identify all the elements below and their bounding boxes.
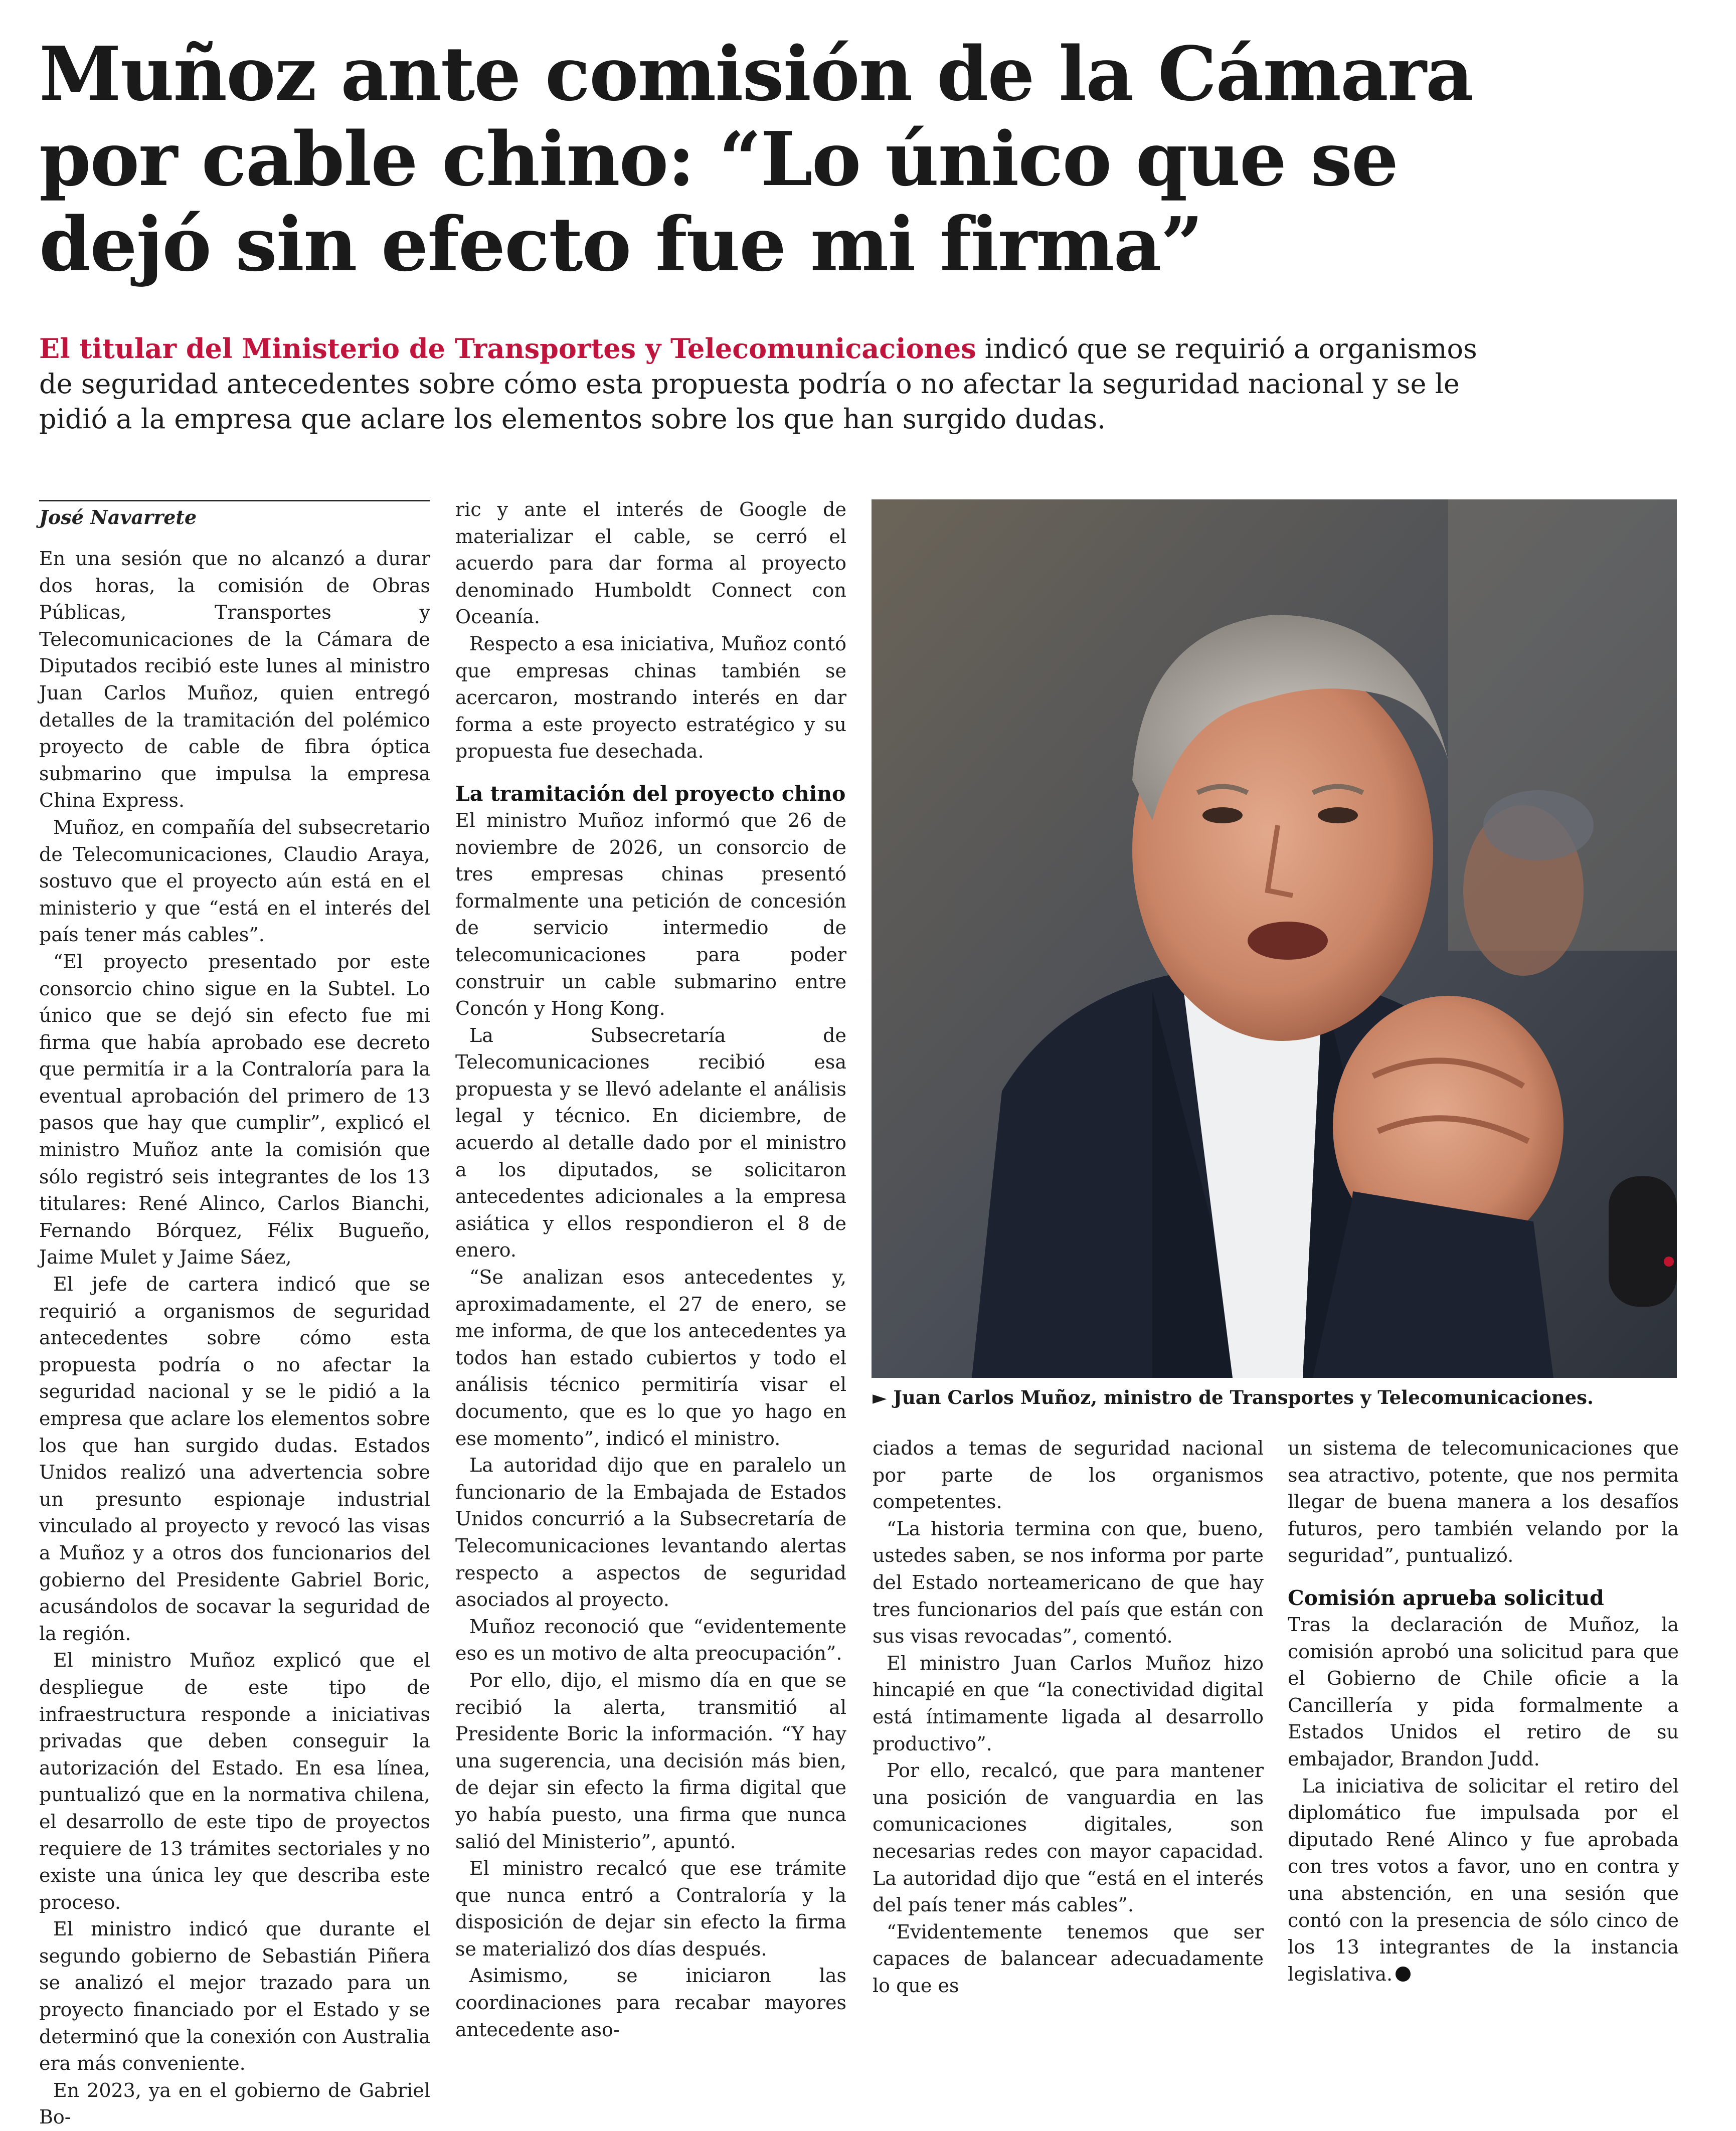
paragraph: Respecto a esa iniciativa, Muñoz contó que empresas chinas también se acercaron, mostrando interés en dar forma a este proyecto estratégico y su propuesta fue desechada. — [455, 632, 846, 763]
paragraph: Tras la declaración de Muñoz, la comisión aprobó una solicitud para que el Gobierno de Chile oficie a la Cancillería y pida formalmente a Estados Unidos el retiro de su embajador, Brandon Judd. — [1288, 1613, 1679, 1770]
paragraph: El ministro Juan Carlos Muñoz hizo hincapié en que “la conectividad digital está íntimamente ligada al desarrollo productivo”. — [873, 1652, 1264, 1755]
paragraph: El ministro indicó que durante el segundo gobierno de Sebastián Piñera se analizó el mejor trazado para un proyecto financiado por el Estado y se determinó que la conexión con Australia era más conveniente. — [39, 1918, 430, 2075]
paragraph: “Se analizan esos antecedentes y, aproximadamente, el 27 de enero, se me informa, de que los antecedentes ya todos han estado cubiertos y todo el análisis técnico permitiría visar el documento, que es lo que yo hago en ese momento”, indicó el ministro. — [455, 1266, 846, 1450]
paragraph — [1288, 1773, 1679, 1988]
paragraph: La autoridad dijo que en paralelo un funcionario de la Embajada de Estados Unidos concurrió a la Subsecretaría de Telecomunicaciones levantando alertas respecto a aspectos de seguridad asociados al proyecto. — [455, 1454, 846, 1611]
headline-line: por cable chino: “Lo único que se — [39, 115, 1398, 203]
end-mark-icon — [1396, 1967, 1411, 1982]
deck-line: de seguridad antecedentes sobre cómo esta propuesta podría o no afectar la seguridad nacional y se le — [39, 368, 1460, 400]
paragraph: El jefe de cartera indicó que se requirió a organismos de seguridad antecedentes sobre cómo esta propuesta podría o no afectar la seguridad nacional y se le pidió a la empresa que aclare los elementos sobre los que han surgido dudas. Estados Unidos realizó una advertencia sobre un presunto espionaje industrial vinculado al proyecto y revocó las visas a Muñoz y a otros dos funcionarios del gobierno del Presidente Gabriel Boric, acusándolos de socavar la seguridad de la región. — [39, 1273, 430, 1645]
subheading: La tramitación del proyecto chino — [455, 781, 846, 806]
paragraph: Muñoz reconoció que “evidentemente eso es un motivo de alta preocupación”. — [455, 1615, 846, 1665]
headline — [39, 31, 1594, 287]
paragraph: En una sesión que no alcanzó a durar dos horas, la comisión de Obras Públicas, Transportes y Telecomunicaciones de la Cámara de Diputados recibió este lunes al ministro Juan Carlos Muñoz, quien entregó detalles de la tramitación del polémico proyecto de cable de fibra óptica submarino que impulsa la empresa China Express. — [39, 548, 430, 812]
deck-line: pidió a la empresa que aclare los elementos sobre los que han surgido dudas. — [39, 403, 1106, 435]
paragraph: Muñoz, en compañía del subsecretario de Telecomunicaciones, Claudio Araya, sostuvo que el proyecto aún está en el ministerio y que “está en el interés del país tener más cables”. — [39, 816, 430, 946]
paragraph: ciados a temas de seguridad nacional por parte de los organismos competentes. — [873, 1437, 1264, 1513]
paragraph: Por ello, recalcó, que para mantener una posición de vanguardia en las comunicaciones digitales, son necesarias redes con mayor capacidad. La autoridad dijo que “está en el interés del país tener más cables”. — [873, 1759, 1264, 1916]
article-column-1 — [39, 546, 430, 2131]
paragraph: ric y ante el interés de Google de materializar el cable, se cerró el acuerdo para dar forma al proyecto denominado Humboldt Connect con Oceanía. — [455, 498, 846, 628]
paragraph: En 2023, ya en el gobierno de Gabriel Bo- — [39, 2079, 430, 2128]
paragraph: “Evidentemente tenemos que ser capaces de balancear adecuadamente lo que es — [873, 1920, 1264, 1997]
paragraph: Por ello, dijo, el mismo día en que se recibió la alerta, transmitió al Presidente Boric la información. “Y hay una sugerencia, una decisión más bien, de dejar sin efecto la firma digital que yo había puesto, una firma que nunca salió del Ministerio”, apuntó. — [455, 1669, 846, 1853]
deck — [39, 331, 1644, 437]
deck-text: indicó que se requirió a organismos — [976, 333, 1477, 365]
subheading: Comisión aprueba solicitud — [1288, 1585, 1604, 1610]
headline-line: dejó sin efecto fue mi firma” — [39, 201, 1202, 288]
paragraph: El ministro Muñoz informó que 26 de noviembre de 2026, un consorcio de tres empresas chinas presentó formalmente una petición de concesión de servicio intermedio de telecomunicaciones para poder construir un cable submarino entre Concón y Hong Kong. — [455, 809, 846, 1020]
headline-line: Muñoz ante comisión de la Cámara — [39, 30, 1473, 117]
photo-illustration — [872, 499, 1677, 1378]
article-column-4 — [1288, 1435, 1679, 1988]
paragraph: La Subsecretaría de Telecomunicaciones recibió esa propuesta y se llevó adelante el análisis legal y técnico. En diciembre, de acuerdo al detalle dado por el ministro a los diputados, se solicitaron antecedentes adicionales a la empresa asiática y ellos respondieron el 8 de enero. — [455, 1024, 846, 1262]
photo-caption: ► Juan Carlos Muñoz, ministro de Transportes y Telecomunicaciones. — [873, 1386, 1594, 1408]
minister-photo — [872, 499, 1677, 1378]
paragraph-text: La iniciativa de solicitar el retiro del diplomático fue impulsada por el diputado René Alinco y fue aprobada con tres votos a favor, uno en contra y una abstención, en una sesión que contó con la presencia de sólo cinco de los 13 integrantes de la instancia legislativa. — [1288, 1774, 1679, 1985]
article-column-3 — [873, 1435, 1264, 1999]
paragraph: El ministro recalcó que ese trámite que nunca entró a Contraloría y la disposición de dejar sin efecto la firma se materializó dos días después. — [455, 1857, 846, 1960]
byline: José Navarrete — [39, 500, 430, 528]
paragraph: “El proyecto presentado por este consorcio chino sigue en la Subtel. Lo único que se dejó sin efecto fue mi firma que había aprobado ese decreto que permitía ir a la Contraloría para la eventual aprobación del primero de 13 pasos que hay que cumplir”, explicó el ministro Muñoz ante la comisión que sólo registró seis integrantes de los 13 titulares: René Alinco, Carlos Bianchi, Fernando Bórquez, Félix Bugueño, Jaime Mulet y Jaime Sáez, — [39, 950, 430, 1269]
deck-highlight: El titular del Ministerio de Transportes y Telecomunicaciones — [39, 332, 976, 365]
paragraph: Asimismo, se iniciaron las coordinaciones para recabar mayores antecedente aso- — [455, 1965, 846, 2041]
paragraph: un sistema de telecomunicaciones que sea atractivo, potente, que nos permita llegar de buena manera a los desafíos futuros, pero también velando por la seguridad”, puntualizó. — [1288, 1437, 1679, 1567]
article-column-2 — [455, 496, 846, 2043]
deck-line — [39, 331, 1644, 367]
paragraph: El ministro Muñoz explicó que el despliegue de este tipo de infraestructura responde a iniciativas privadas que deben conseguir la autorización del Estado. En esa línea, puntualizó que en la normativa chilena, el desarrollo de este tipo de proyectos requiere de 13 trámites sectoriales y no existe una única ley que describa este proceso. — [39, 1649, 430, 1913]
paragraph: “La historia termina con que, bueno, ustedes saben, se nos informa por parte del Estado norteamericano de que hay tres funcionarios del país que están con sus visas revocadas”, comentó. — [873, 1517, 1264, 1648]
